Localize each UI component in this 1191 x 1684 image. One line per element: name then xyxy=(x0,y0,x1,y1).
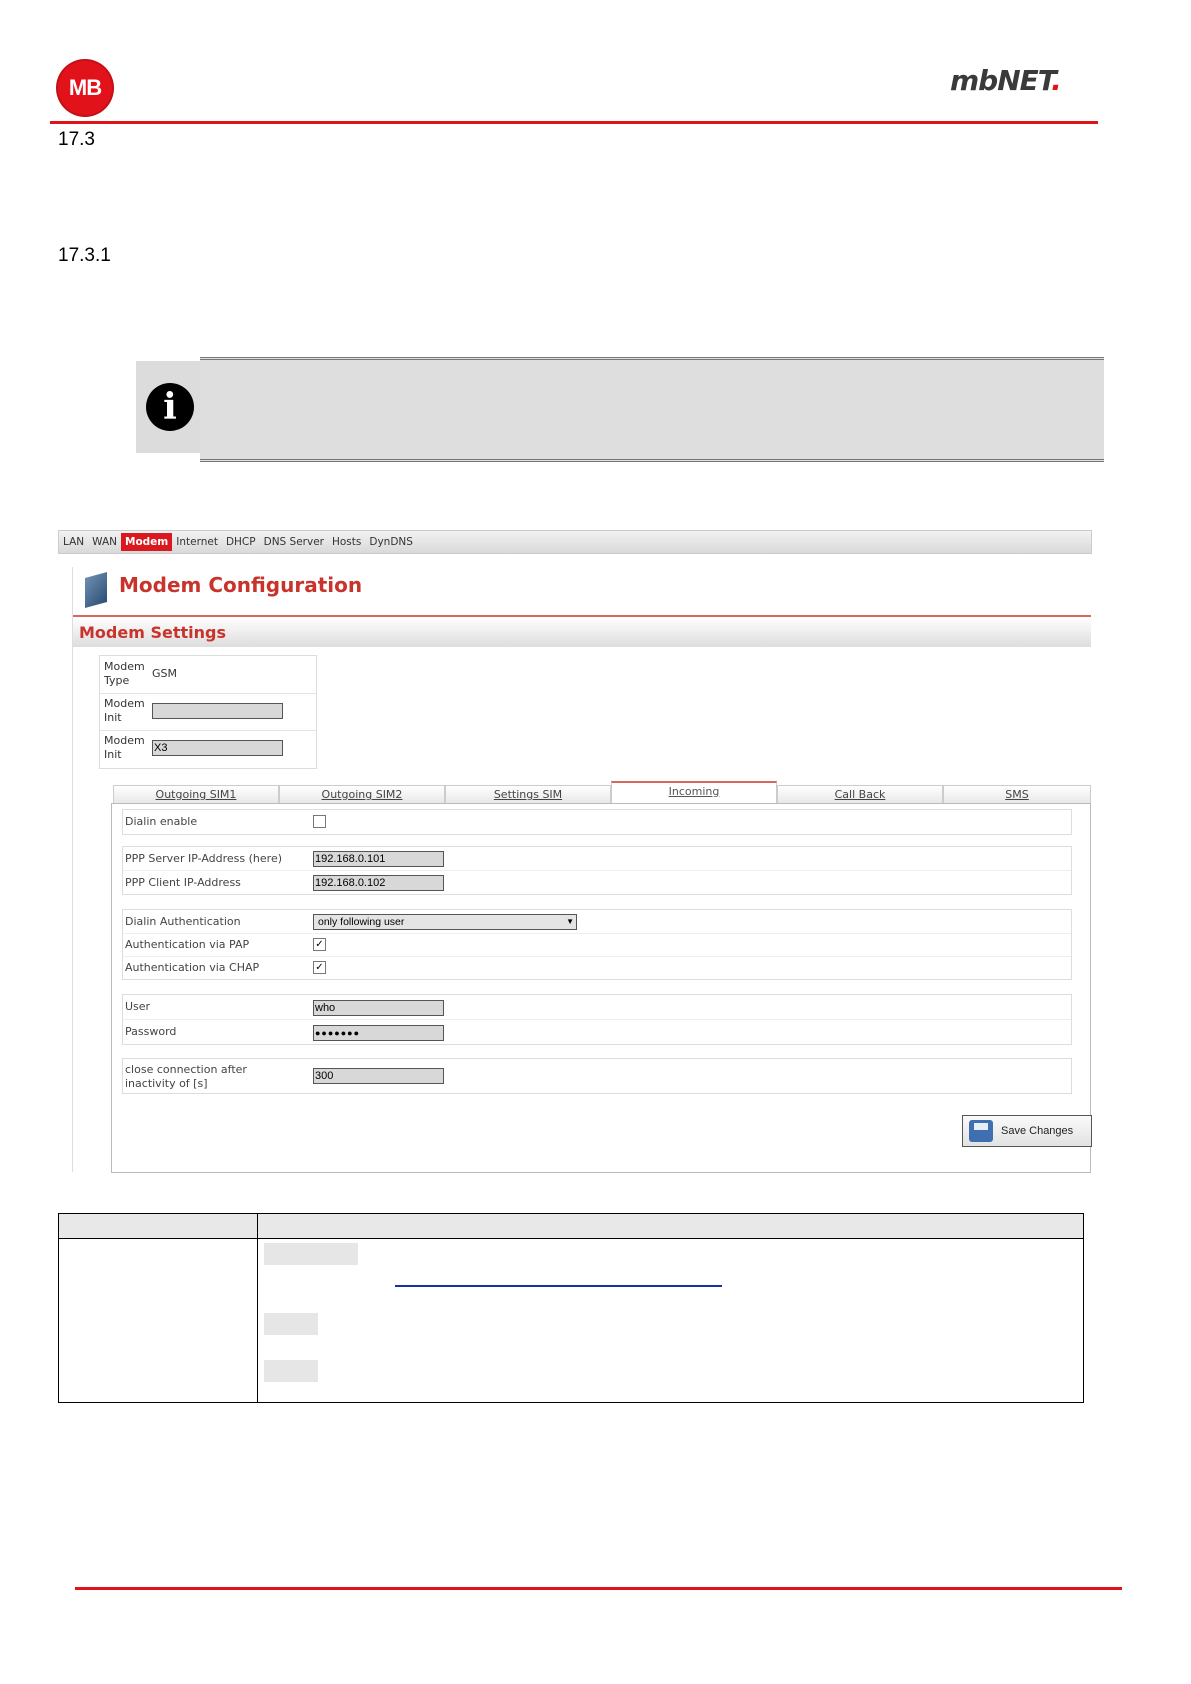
dialin-auth-select[interactable] xyxy=(313,914,577,930)
nav-item-dns-server[interactable]: DNS Server xyxy=(263,536,324,548)
save-icon xyxy=(969,1120,993,1142)
modem-type-label: Modem Type xyxy=(104,660,145,687)
user-input[interactable]: who xyxy=(313,1000,444,1016)
modem-config-icon xyxy=(85,572,107,608)
save-changes-label: Save Changes xyxy=(1001,1125,1074,1137)
page-title: Modem Configuration xyxy=(119,573,363,597)
tab-outgoing-sim2[interactable]: Outgoing SIM2 xyxy=(279,785,445,803)
user-row xyxy=(123,995,1071,1020)
table-highlight-3 xyxy=(264,1360,318,1382)
mbnet-logo-text: mbNET xyxy=(950,64,1052,97)
modem-init-label-2: Modem Init xyxy=(104,734,145,761)
section-number-17-3: 17.3 xyxy=(58,129,95,150)
close-connection-row xyxy=(123,1059,1071,1093)
close-connection-input[interactable]: 300 xyxy=(313,1068,444,1084)
dialin-enable-label: Dialin enable xyxy=(125,815,198,828)
save-changes-button[interactable] xyxy=(962,1115,1092,1147)
nav-item-dyndns[interactable]: DynDNS xyxy=(369,536,413,548)
nav-item-dhcp[interactable]: DHCP xyxy=(225,536,256,548)
footer-rule xyxy=(75,1587,1122,1590)
modem-init-row-2 xyxy=(100,730,316,767)
table-highlight-2 xyxy=(264,1313,318,1335)
auth-chap-checkbox[interactable]: ✓ xyxy=(313,961,326,974)
modem-init-input-1[interactable] xyxy=(152,703,283,719)
credentials-group xyxy=(122,994,1072,1045)
auth-group xyxy=(122,909,1072,980)
dialin-group xyxy=(122,809,1072,835)
close-connection-label: close connection after inactivity of [s] xyxy=(125,1063,247,1090)
user-label: User xyxy=(125,1000,151,1013)
nav-item-hosts[interactable]: Hosts xyxy=(331,536,362,548)
auth-chap-row xyxy=(123,957,1071,979)
section-number-17-3-1: 17.3.1 xyxy=(58,245,111,266)
tab-settings-sim[interactable]: Settings SIM xyxy=(445,785,611,803)
modem-init-row-1 xyxy=(100,693,316,731)
header-rule xyxy=(50,121,1098,124)
nav-item-modem[interactable]: Modem xyxy=(121,533,172,551)
ppp-client-input[interactable]: 192.168.0.102 xyxy=(313,875,444,891)
info-panel xyxy=(200,357,1104,462)
dialin-auth-select-value: only following user xyxy=(318,916,405,928)
mb-logo: MB xyxy=(58,61,112,115)
password-row xyxy=(123,1020,1071,1044)
main-area xyxy=(72,567,1091,1172)
auth-chap-label: Authentication via CHAP xyxy=(125,961,260,974)
mbnet-logo xyxy=(950,64,1100,98)
ppp-group xyxy=(122,846,1072,895)
top-nav xyxy=(58,530,1092,554)
nav-item-wan[interactable]: WAN xyxy=(92,536,117,548)
ppp-server-row xyxy=(123,847,1071,871)
ppp-server-input[interactable]: 192.168.0.101 xyxy=(313,851,444,867)
dialin-enable-row xyxy=(123,810,1071,834)
timeout-group xyxy=(122,1058,1072,1094)
modem-type-value: GSM xyxy=(152,667,177,680)
mbnet-logo-mark: . xyxy=(1051,64,1061,97)
dialin-auth-row xyxy=(123,910,1071,934)
password-input[interactable]: ●●●●●●● xyxy=(313,1025,444,1041)
table-link[interactable] xyxy=(395,1285,722,1287)
table-header xyxy=(59,1214,1083,1239)
incoming-panel xyxy=(111,803,1091,1173)
tab-outgoing-sim1[interactable]: Outgoing SIM1 xyxy=(113,785,279,803)
auth-pap-row xyxy=(123,934,1071,957)
ppp-client-row xyxy=(123,871,1071,894)
modem-type-row xyxy=(100,656,316,694)
auth-pap-checkbox[interactable]: ✓ xyxy=(313,938,326,951)
modem-init-input-2[interactable]: X3 xyxy=(152,740,283,756)
tab-incoming[interactable]: Incoming xyxy=(611,781,777,804)
nav-item-internet[interactable]: Internet xyxy=(176,536,218,548)
section-title: Modem Settings xyxy=(79,623,226,642)
modem-config-screenshot xyxy=(58,530,1090,1172)
table-column-divider xyxy=(257,1214,258,1402)
dialin-enable-checkbox[interactable] xyxy=(313,815,326,828)
dropdown-arrow-icon: ▼ xyxy=(566,917,574,926)
modem-init-label-1: Modem Init xyxy=(104,697,145,724)
dialin-auth-label: Dialin Authentication xyxy=(125,915,241,928)
info-icon: i xyxy=(146,383,194,431)
tab-call-back[interactable]: Call Back xyxy=(777,785,943,803)
tab-bar xyxy=(113,783,1091,803)
ppp-client-label: PPP Client IP-Address xyxy=(125,876,241,889)
tab-sms[interactable]: SMS xyxy=(943,785,1091,803)
table-highlight-1 xyxy=(264,1243,358,1265)
modem-settings-box xyxy=(99,655,317,769)
parameter-table xyxy=(58,1213,1084,1403)
ppp-server-label: PPP Server IP-Address (here) xyxy=(125,852,283,865)
nav-item-lan[interactable]: LAN xyxy=(63,536,85,548)
password-label: Password xyxy=(125,1025,177,1038)
auth-pap-label: Authentication via PAP xyxy=(125,938,250,951)
